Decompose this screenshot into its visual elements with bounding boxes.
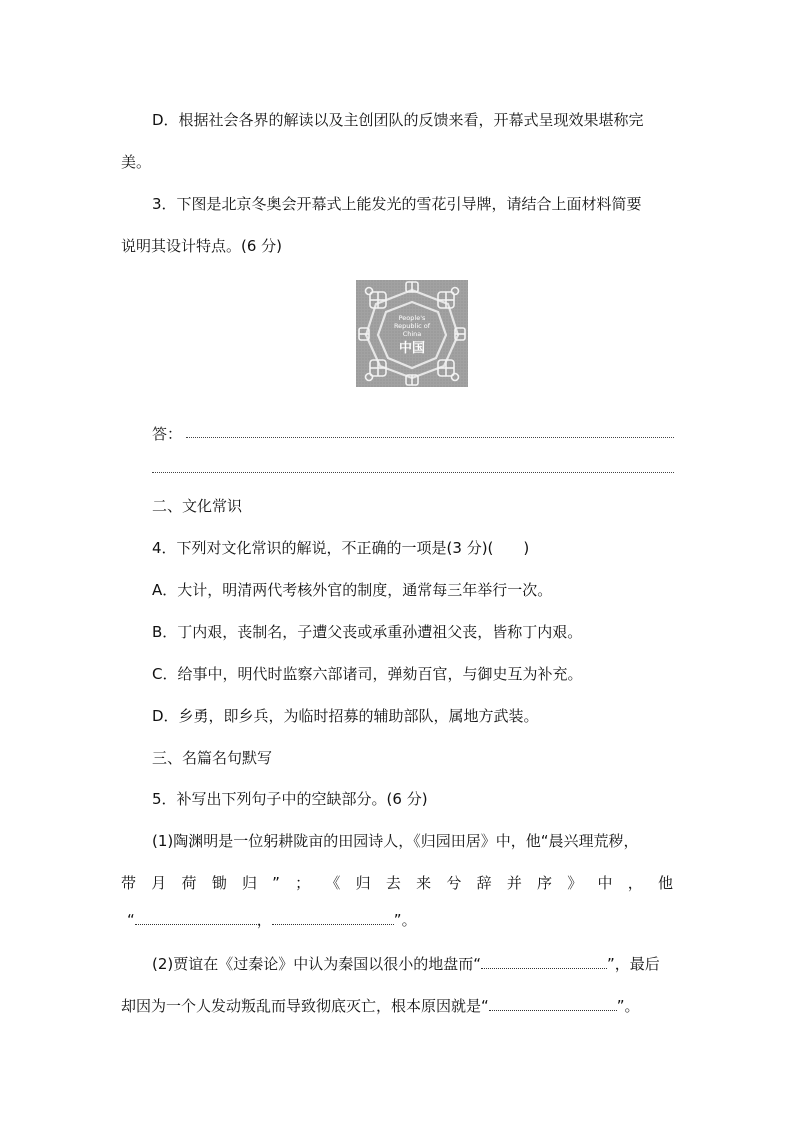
q5-item1-line2-char: ” [272, 874, 280, 892]
q5-item2-prefix: (2)贾谊在《过秦论》中认为秦国以很小的地盘而“ [152, 955, 482, 973]
section3-title: 三、名篇名句默写 [152, 749, 273, 767]
answer-line-1[interactable] [186, 437, 674, 438]
open-quote: “ [127, 911, 135, 929]
q5-item1-line2 [121, 873, 673, 893]
comma: ， [256, 911, 272, 929]
q5-item2-line1 [152, 954, 660, 974]
q4-option-b: B．丁内艰，丧制名，子遭父丧或承重孙遭祖父丧，皆称丁内艰。 [152, 623, 583, 641]
q5-item1-line2-char: 《 [325, 874, 341, 892]
sign-text-cn: 中国 [398, 341, 426, 356]
q3-stem-line2: 说明其设计特点。(6 分) [121, 237, 283, 255]
q2-option-d-line1: D．根据社会各界的解读以及主创团队的反馈来看，开幕式呈现效果堪称完 [152, 111, 644, 129]
q3-stem-line1: 3．下图是北京冬奥会开幕式上能发光的雪花引导牌，请结合上面材料简要 [152, 195, 642, 213]
section2-title: 二、文化常识 [152, 497, 243, 515]
q5-blank-1[interactable] [135, 910, 257, 925]
q2-option-d-line2: 美。 [121, 153, 152, 171]
answer-line-2[interactable] [152, 472, 674, 473]
q5-item1-line2-char: 荷 [181, 874, 197, 892]
q5-item1-line2-char: 并 [506, 874, 522, 892]
q5-item2-line2-suffix: ”。 [616, 997, 640, 1015]
sign-text-en-3: China [402, 330, 422, 338]
close-quote-period: ”。 [393, 911, 417, 929]
q5-item1-line1: (1)陶渊明是一位躬耕陇亩的田园诗人，《归园田居》中，他“晨兴理荒秽， [152, 832, 639, 850]
q5-stem: 5．补写出下列句子中的空缺部分。(6 分) [152, 790, 428, 808]
sign-text-en-2: Republic of [393, 322, 431, 330]
q5-item1-line2-char: 他 [657, 874, 673, 892]
q5-item1-line2-char: 月 [151, 874, 167, 892]
answer-label: 答： [152, 425, 183, 443]
q5-blank-4[interactable] [489, 996, 617, 1011]
q5-item1-line2-char: 归 [241, 874, 257, 892]
q4-option-a: A．大计，明清两代考核外官的制度，通常每三年举行一次。 [152, 581, 553, 599]
q5-item1-line2-char: 带 [121, 874, 137, 892]
q5-blank-2[interactable] [272, 910, 394, 925]
q5-item1-line2-char: 序 [537, 874, 553, 892]
q5-item1-line2-char: 兮 [446, 874, 462, 892]
q4-option-d: D．乡勇，即乡兵，为临时招募的辅助部队，属地方武装。 [152, 707, 539, 725]
q5-item2-line2 [121, 996, 640, 1016]
q4-option-c: C．给事中，明代时监察六部诸司，弹劾百官，与御史互为补充。 [152, 665, 583, 683]
q5-item1-line2-char: ； [295, 874, 311, 892]
q5-item1-line2-char: 来 [416, 874, 432, 892]
q5-item1-line2-char: 中 [597, 874, 613, 892]
q5-item1-line2-char: 锄 [211, 874, 227, 892]
q4-stem: 4．下列对文化常识的解说，不正确的一项是(3 分)( ) [152, 539, 530, 557]
q5-item1-line2-char: 辞 [476, 874, 492, 892]
q5-item2-line2-prefix: 却因为一个人发动叛乱而导致彻底灭亡，根本原因就是“ [121, 997, 489, 1015]
sign-text-en-1: People's [398, 314, 426, 322]
q5-item1-line2-char: 去 [385, 874, 401, 892]
q5-item1-line2-char: 》 [567, 874, 583, 892]
snowflake-sign-image [356, 280, 468, 387]
snowflake-knot-icon [356, 280, 468, 387]
q5-item1-line2-char: 归 [355, 874, 371, 892]
q5-item1-blanks-line [127, 910, 417, 930]
q5-item2-suffix: ”，最后 [607, 955, 660, 973]
q5-blank-3[interactable] [481, 954, 607, 969]
q5-item1-line2-char: ， [627, 874, 643, 892]
